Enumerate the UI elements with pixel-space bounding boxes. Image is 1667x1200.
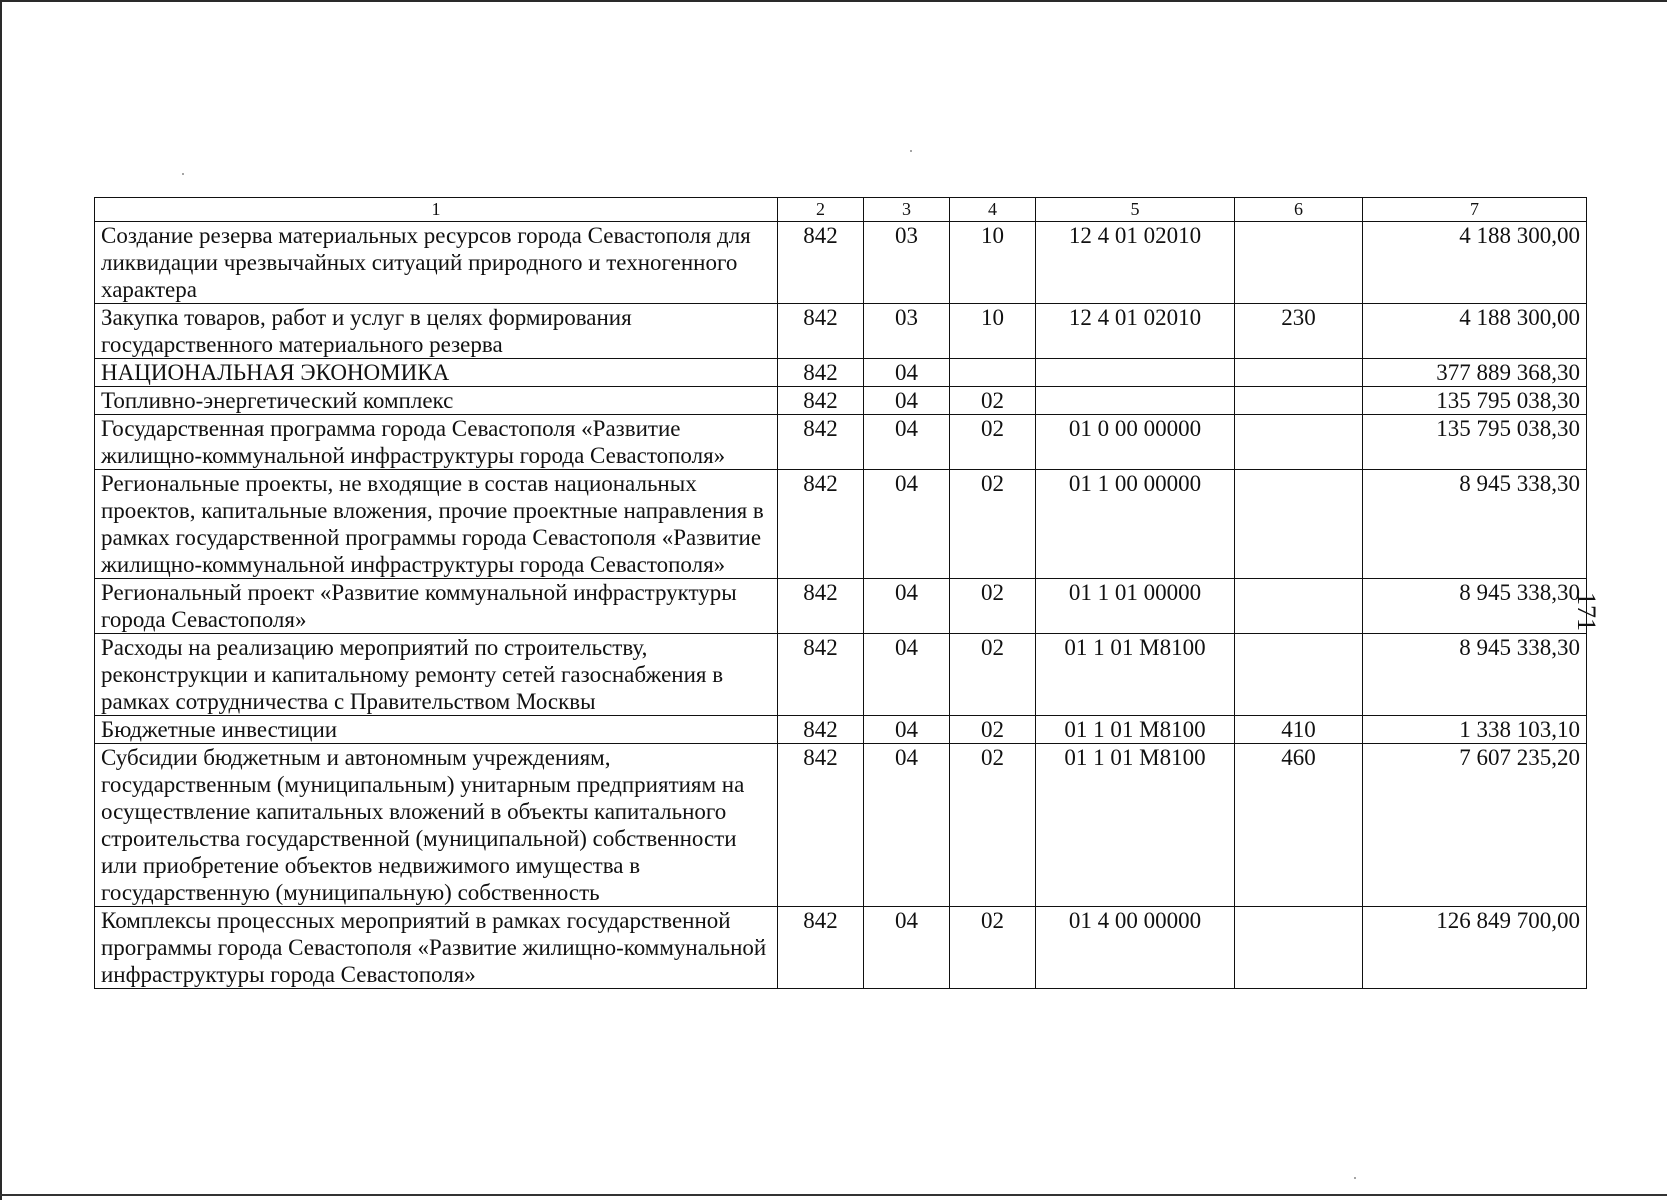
- scan-edge-top: [0, 0, 1667, 2]
- ministry-code-cell: 842: [778, 634, 864, 716]
- header-cell: 1: [95, 198, 778, 222]
- table-row: [95, 744, 1587, 907]
- section-cell: 04: [864, 907, 950, 989]
- table-row: [95, 359, 1587, 387]
- target-article-cell: 01 1 01 М8100: [1036, 744, 1235, 907]
- target-article-cell: 01 4 00 00000: [1036, 907, 1235, 989]
- ministry-code-cell: 842: [778, 415, 864, 470]
- subsection-cell: 10: [950, 222, 1036, 304]
- subsection-cell: 02: [950, 579, 1036, 634]
- table-row: [95, 470, 1587, 579]
- amount-cell: 135 795 038,30: [1363, 387, 1587, 415]
- section-cell: 04: [864, 744, 950, 907]
- section-cell: 04: [864, 634, 950, 716]
- item-name-cell: Создание резерва материальных ресурсов города Севастополя для ликвидации чрезвычайных ситуаций природного и техногенного характера: [95, 222, 778, 304]
- table-row: [95, 387, 1587, 415]
- subsection-cell: 02: [950, 907, 1036, 989]
- section-cell: 04: [864, 716, 950, 744]
- item-name-cell: Региональные проекты, не входящие в состав национальных проектов, капитальные вложения, прочие проектные направления в рамках государственной программы города Севастополя «Развитие жилищно-коммунальной инфраструктуры города Севастополя»: [95, 470, 778, 579]
- ministry-code-cell: 842: [778, 304, 864, 359]
- section-cell: 04: [864, 470, 950, 579]
- item-name-cell: Государственная программа города Севастополя «Развитие жилищно-коммунальной инфраструктуры города Севастополя»: [95, 415, 778, 470]
- scan-speck: [1354, 1177, 1356, 1179]
- header-cell: 7: [1363, 198, 1587, 222]
- ministry-code-cell: 842: [778, 470, 864, 579]
- target-article-cell: 01 1 01 М8100: [1036, 716, 1235, 744]
- ministry-code-cell: 842: [778, 907, 864, 989]
- expense-type-cell: [1235, 359, 1363, 387]
- section-cell: 04: [864, 579, 950, 634]
- ministry-code-cell: 842: [778, 359, 864, 387]
- target-article-cell: 01 1 01 М8100: [1036, 634, 1235, 716]
- item-name-cell: Расходы на реализацию мероприятий по строительству, реконструкции и капитальному ремонту сетей газоснабжения в рамках сотрудничества с Правительством Москвы: [95, 634, 778, 716]
- expense-type-cell: 410: [1235, 716, 1363, 744]
- item-name-cell: Субсидии бюджетным и автономным учреждениям, государственным (муниципальным) унитарным предприятиям на осуществление капитальных вложений в объекты капитального строительства государственной (муниципальной) собственности или приобретение объектов недвижимого имущества в государственную (муниципальную) собственность: [95, 744, 778, 907]
- table-row: [95, 634, 1587, 716]
- subsection-cell: 02: [950, 415, 1036, 470]
- target-article-cell: 01 1 01 00000: [1036, 579, 1235, 634]
- section-cell: 03: [864, 222, 950, 304]
- expense-type-cell: 460: [1235, 744, 1363, 907]
- ministry-code-cell: 842: [778, 222, 864, 304]
- target-article-cell: 12 4 01 02010: [1036, 304, 1235, 359]
- table-row: [95, 907, 1587, 989]
- ministry-code-cell: 842: [778, 579, 864, 634]
- ministry-code-cell: 842: [778, 387, 864, 415]
- amount-cell: 377 889 368,30: [1363, 359, 1587, 387]
- amount-cell: 135 795 038,30: [1363, 415, 1587, 470]
- item-name-cell: Бюджетные инвестиции: [95, 716, 778, 744]
- expense-type-cell: [1235, 387, 1363, 415]
- header-cell: 3: [864, 198, 950, 222]
- target-article-cell: 12 4 01 02010: [1036, 222, 1235, 304]
- subsection-cell: 02: [950, 634, 1036, 716]
- scan-speck: [910, 150, 912, 152]
- item-name-cell: НАЦИОНАЛЬНАЯ ЭКОНОМИКА: [95, 359, 778, 387]
- amount-cell: 8 945 338,30: [1363, 470, 1587, 579]
- amount-cell: 4 188 300,00: [1363, 304, 1587, 359]
- amount-cell: 126 849 700,00: [1363, 907, 1587, 989]
- table-row: [95, 579, 1587, 634]
- item-name-cell: Топливно-энергетический комплекс: [95, 387, 778, 415]
- ministry-code-cell: 842: [778, 744, 864, 907]
- ministry-code-cell: 842: [778, 716, 864, 744]
- expense-type-cell: [1235, 907, 1363, 989]
- item-name-cell: Комплексы процессных мероприятий в рамках государственной программы города Севастополя «Развитие жилищно-коммунальной инфраструктуры города Севастополя»: [95, 907, 778, 989]
- amount-cell: 7 607 235,20: [1363, 744, 1587, 907]
- target-article-cell: 01 0 00 00000: [1036, 415, 1235, 470]
- header-row: [95, 198, 1587, 222]
- page-number: 171: [1572, 592, 1601, 631]
- scan-edge-bottom: [0, 1194, 1667, 1196]
- expense-type-cell: [1235, 634, 1363, 716]
- table-row: [95, 304, 1587, 359]
- amount-cell: 4 188 300,00: [1363, 222, 1587, 304]
- scan-speck: [182, 173, 184, 175]
- item-name-cell: Закупка товаров, работ и услуг в целях формирования государственного материального резерва: [95, 304, 778, 359]
- subsection-cell: [950, 359, 1036, 387]
- section-cell: 04: [864, 387, 950, 415]
- budget-table: [94, 197, 1587, 989]
- target-article-cell: [1036, 359, 1235, 387]
- section-cell: 03: [864, 304, 950, 359]
- table-row: [95, 222, 1587, 304]
- subsection-cell: 10: [950, 304, 1036, 359]
- expense-type-cell: [1235, 470, 1363, 579]
- header-cell: 5: [1036, 198, 1235, 222]
- subsection-cell: 02: [950, 470, 1036, 579]
- subsection-cell: 02: [950, 744, 1036, 907]
- table-row: [95, 415, 1587, 470]
- expense-type-cell: [1235, 415, 1363, 470]
- target-article-cell: [1036, 387, 1235, 415]
- subsection-cell: 02: [950, 716, 1036, 744]
- header-cell: 2: [778, 198, 864, 222]
- expense-type-cell: [1235, 579, 1363, 634]
- amount-cell: 8 945 338,30: [1363, 579, 1587, 634]
- section-cell: 04: [864, 415, 950, 470]
- scan-edge-left: [0, 0, 2, 1200]
- header-cell: 4: [950, 198, 1036, 222]
- header-cell: 6: [1235, 198, 1363, 222]
- expense-type-cell: 230: [1235, 304, 1363, 359]
- section-cell: 04: [864, 359, 950, 387]
- expense-type-cell: [1235, 222, 1363, 304]
- target-article-cell: 01 1 00 00000: [1036, 470, 1235, 579]
- subsection-cell: 02: [950, 387, 1036, 415]
- table-row: [95, 716, 1587, 744]
- amount-cell: 1 338 103,10: [1363, 716, 1587, 744]
- amount-cell: 8 945 338,30: [1363, 634, 1587, 716]
- item-name-cell: Региональный проект «Развитие коммунальной инфраструктуры города Севастополя»: [95, 579, 778, 634]
